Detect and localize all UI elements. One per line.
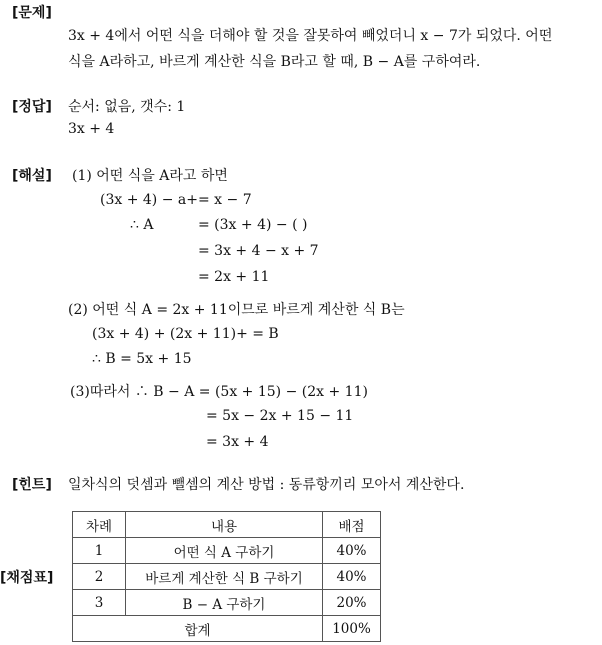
solution-label: [해설] [12,168,52,184]
row-order: 3 [73,590,126,616]
row-content: B − A 구하기 [126,590,323,616]
table-row [73,538,381,564]
solution-step2-eq2: ∴ B = 5x + 15 [92,351,192,367]
header-cell-order: 차례 [73,512,126,538]
header-cell-points: 배점 [323,512,381,538]
solution-step1-title: (1) 어떤 식을 A라고 하면 [72,168,228,184]
scoring-label: [채점표] [0,570,54,586]
solution-step3-line3: = 3x + 4 [206,434,269,450]
table-row [73,590,381,616]
solution-step1-lhs2: ∴ A [130,217,154,233]
solution-step1-rhs1: = x − 7 [198,192,252,208]
problem-label: [문제] [12,5,52,21]
table-row [73,564,381,590]
hint-text: 일차식의 덧셈과 뺄셈의 계산 방법 : 동류항끼리 모아서 계산한다. [68,477,465,493]
row-points: 40% [323,564,381,590]
solution-step2-eq1: (3x + 4) + (2x + 11)+ = B [92,326,279,342]
solution-step3-line2: = 5x − 2x + 15 − 11 [206,408,354,424]
solution-step3-line1: (3)따라서 ∴ B − A = (5x + 15) − (2x + 11) [70,384,368,400]
answer-value: 3x + 4 [68,121,115,137]
solution-step1-rhs4: = 2x + 11 [198,269,270,285]
row-points: 40% [323,538,381,564]
answer-meta: 순서: 없음, 갯수: 1 [68,99,186,115]
row-order: 2 [73,564,126,590]
solution-step1-lhs1: (3x + 4) − a+ [100,192,198,208]
scoring-table [72,511,381,642]
row-points: 20% [323,590,381,616]
total-value: 100% [323,616,381,642]
row-order: 1 [73,538,126,564]
problem-text-line2: 식을 A라하고, 바르게 계산한 식을 B라고 할 때, B − A를 구하여라. [68,54,481,70]
solution-step1-rhs2: = (3x + 4) − ( ) [198,217,308,233]
header-cell-content: 내용 [126,512,323,538]
hint-label: [힌트] [12,477,52,493]
scoring-table-header-row [73,512,381,538]
answer-label: [정답] [12,99,52,115]
solution-step2-title: (2) 어떤 식 A = 2x + 11이므로 바르게 계산한 식 B는 [68,302,405,318]
total-label: 합계 [73,616,323,642]
row-content: 어떤 식 A 구하기 [126,538,323,564]
problem-text-line1: 3x + 4에서 어떤 식을 더해야 할 것을 잘못하여 빼었더니 x − 7가 되었다. 어떤 [68,28,553,44]
row-content: 바르게 계산한 식 B 구하기 [126,564,323,590]
scoring-table-total-row [73,616,381,642]
solution-step1-rhs3: = 3x + 4 − x + 7 [198,243,319,259]
